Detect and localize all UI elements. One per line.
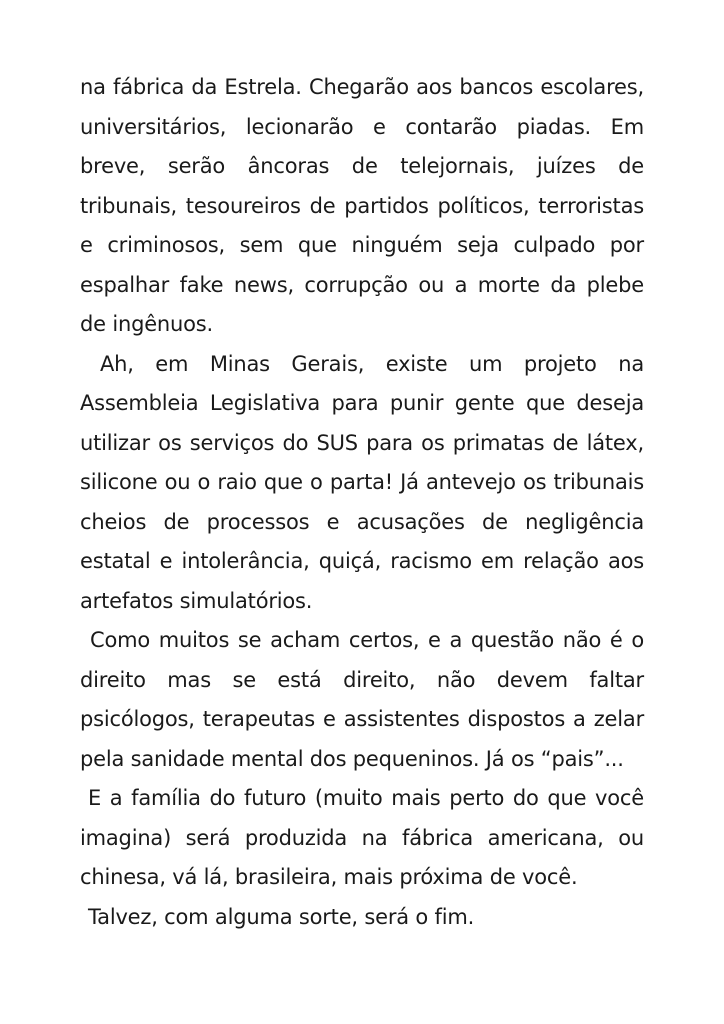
paragraph-2: Ah, em Minas Gerais, existe um projeto na Assembleia Legislativa para punir gente que deseja utilizar os serviços do SUS para os primatas de látex, silicone ou o raio que o parta! Já antevejo os tribunais cheios de processos e acusações de negligência estatal e intolerância, quiçá, racismo em relação aos artefatos simulatórios. [80, 351, 644, 613]
paragraph-4: E a família do futuro (muito mais perto do que você imagina) será produzida na fábrica americana, ou chinesa, vá lá, brasileira, mais próxima de você. [80, 786, 644, 889]
paragraph-3: Como muitos se acham certos, e a questão não é o direito mas se está direito, não devem faltar psicólogos, terapeutas e assistentes dispostos a zelar pela sanidade mental dos pequeninos. Já os “pais”... [80, 628, 644, 771]
paragraph-1: na fábrica da Estrela. Chegarão aos bancos escolares, universitários, lecionarão e contarão piadas. Em breve, serão âncoras de telejornais, juízes de tribunais, tesoureiros de partidos políticos, terroristas e criminosos, sem que ninguém seja culpado por espalhar fake news, corrupção ou a morte da plebe de ingênuos. [80, 75, 644, 336]
paragraph-5: Talvez, com alguma sorte, será o fim. [88, 904, 475, 929]
document-page [80, 68, 644, 937]
